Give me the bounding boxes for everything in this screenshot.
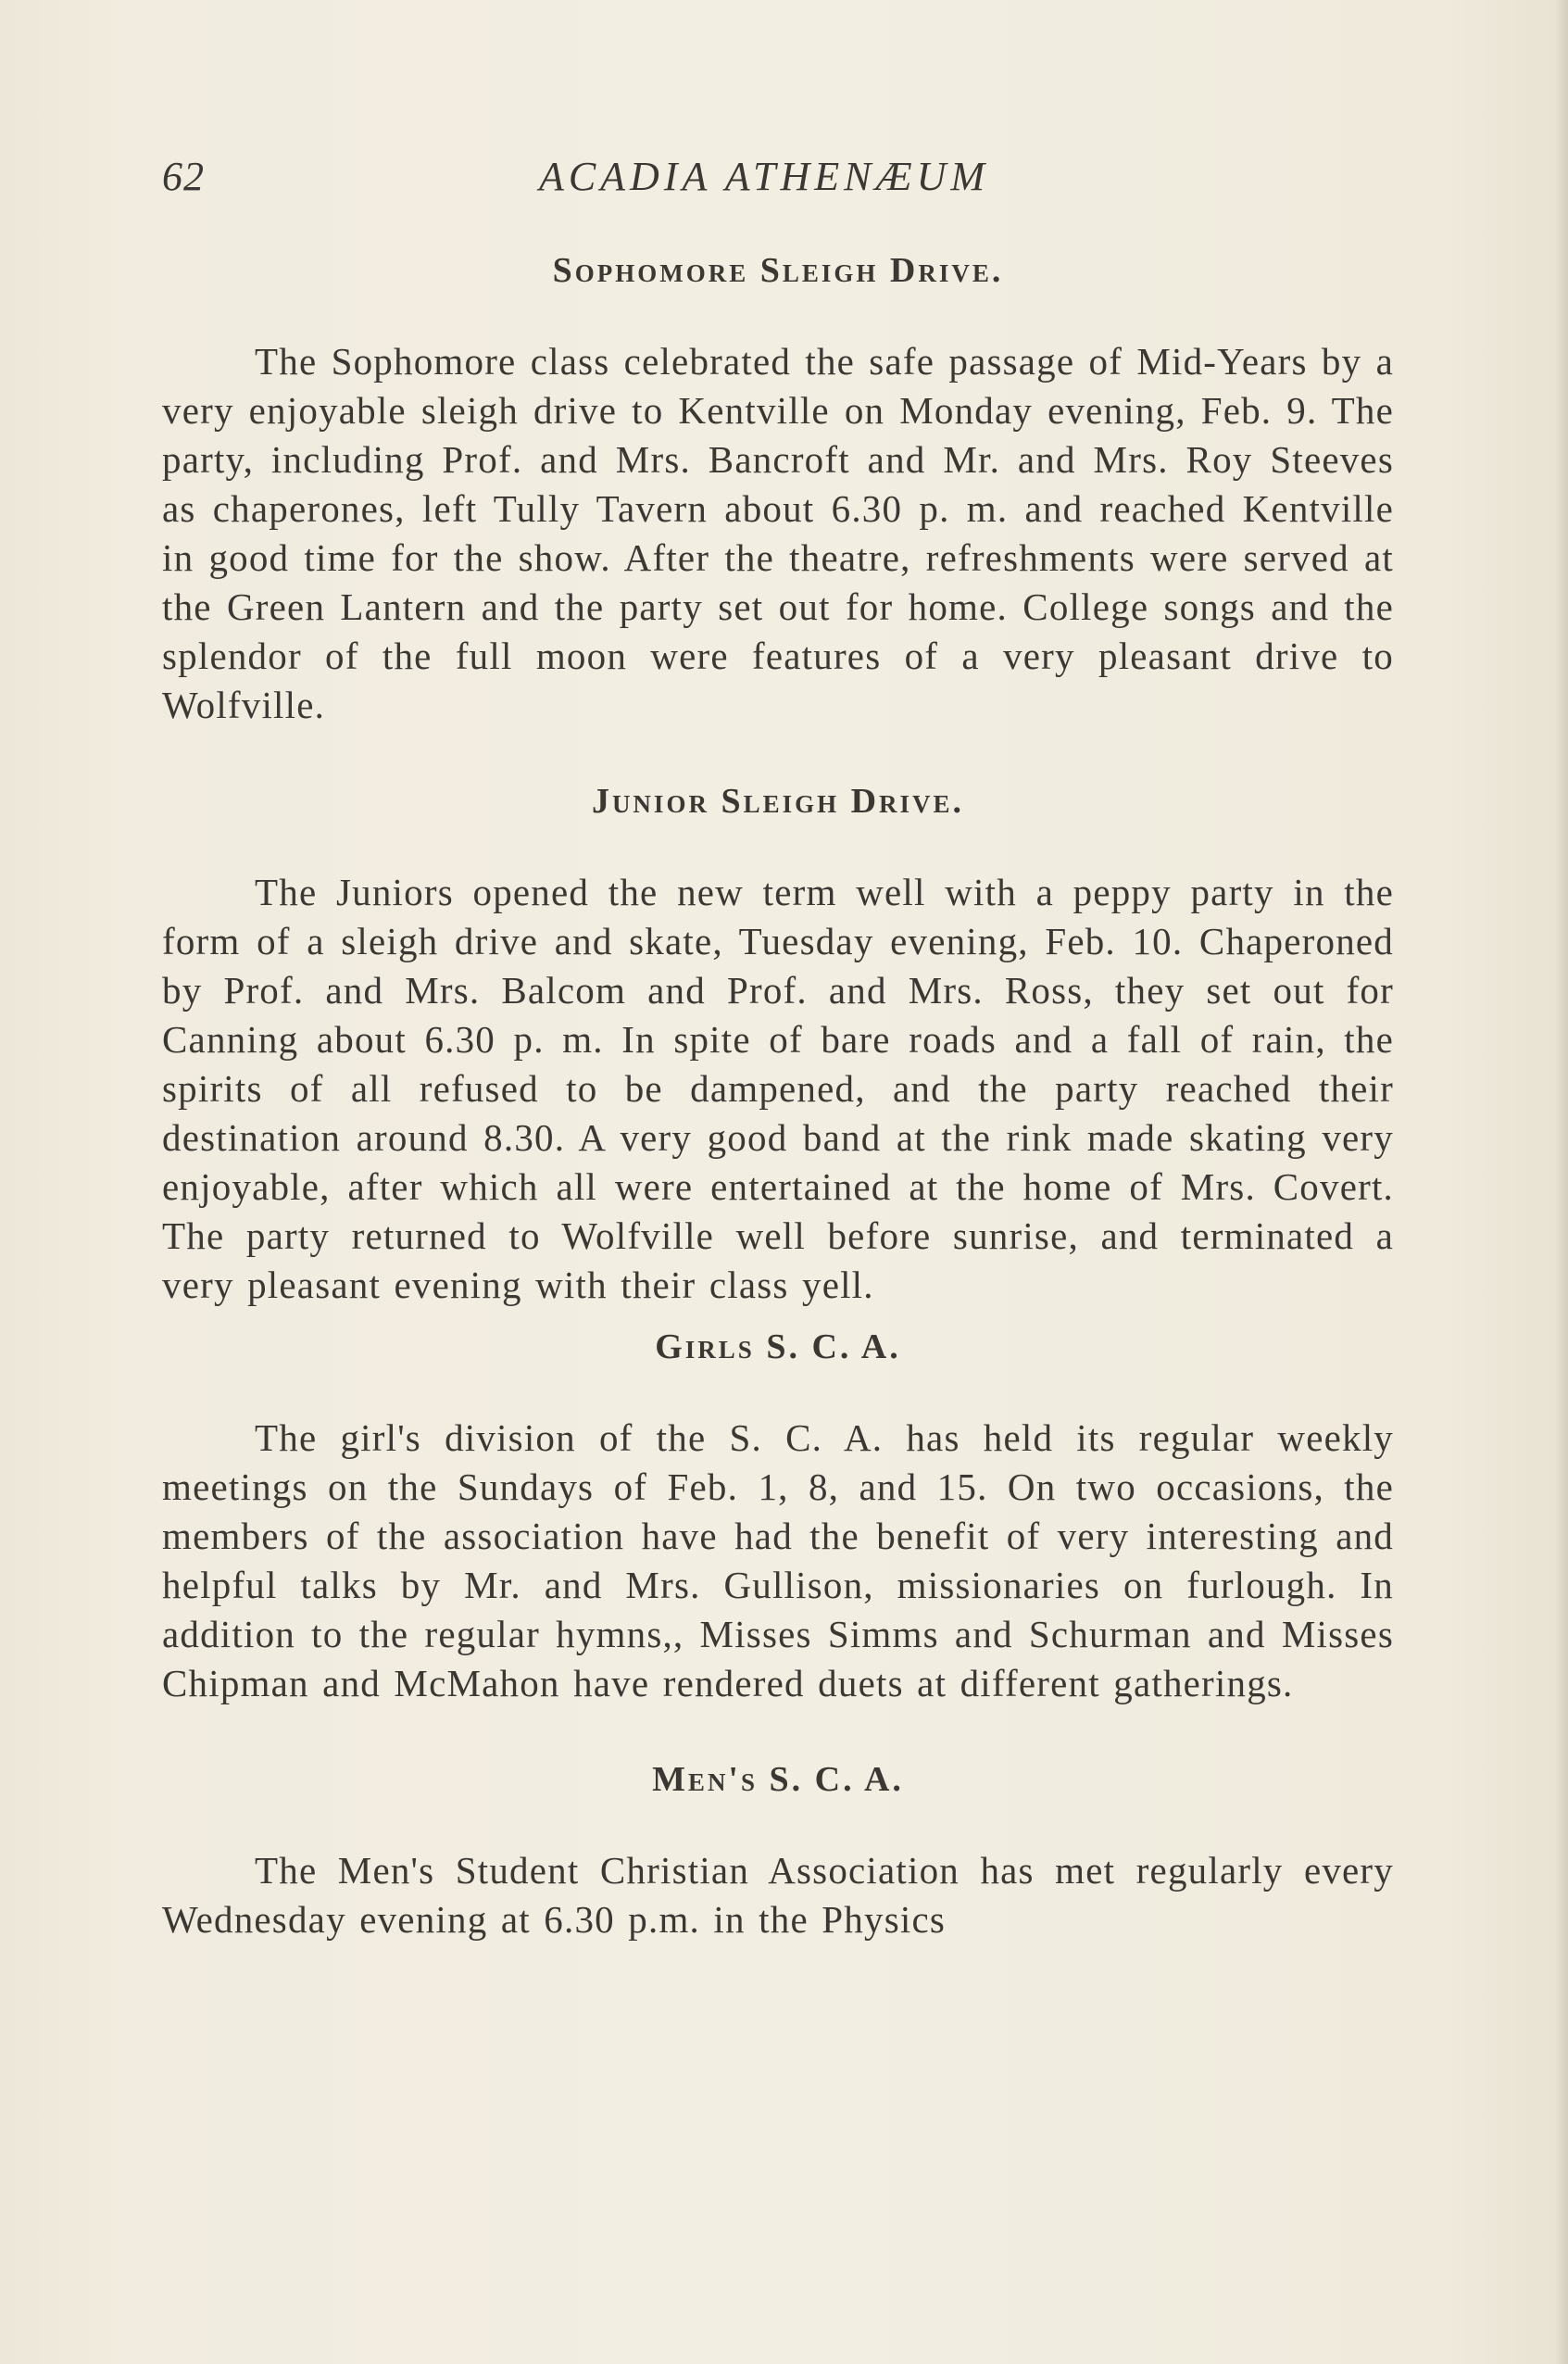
page-header xyxy=(162,153,1394,208)
section-title-junior: Junior Sleigh Drive. xyxy=(591,782,965,821)
page-number: 62 xyxy=(162,154,205,199)
section-title-mens-sca: Men's S. C. A. xyxy=(652,1760,904,1799)
paragraph-mens-sca: The Men's Student Christian Association has met regularly every Wednesday evening at 6.30 p.m. in the Physics xyxy=(162,1849,1394,1941)
article-content xyxy=(162,250,1394,1944)
section-title-sophomore: Sophomore Sleigh Drive. xyxy=(552,251,1004,290)
paragraph-girls-sca: The girl's division of the S. C. A. has held its regular weekly meetings on the Sundays of Feb. 1, 8, and 15. On two occasions, the members of the association have had the benefit of very interesting and helpful talks by Mr. and Mrs. Gullison, missionaries on furlough. In addition to the regular hymns,, Misses Simms and Schurman and Misses Chipman and McMahon have rendered duets at different gatherings. xyxy=(162,1416,1394,1704)
running-title: ACADIA ATHENÆUM xyxy=(538,154,990,199)
paragraph-junior: The Juniors opened the new term well with a peppy party in the form of a sleigh drive and skate, Tuesday evening, Feb. 10. Chaperoned by Prof. and Mrs. Balcom and Prof. and Mrs. Ross, they set out for Canning about 6.30 p. m. In spite of bare roads and a fall of rain, the spirits of all refused to be dampened, and the party reached their destination around 8.30. A very good band at the rink made skating very enjoyable, after which all were entertained at the home of Mrs. Covert. The party returned to Wolfville well before sunrise, and terminated a very pleasant evening with their class yell. xyxy=(162,871,1394,1306)
section-title-girls-sca: Girls S. C. A. xyxy=(655,1327,901,1366)
paragraph-sophomore: The Sophomore class celebrated the safe passage of Mid-Years by a very enjoyable sleigh drive to Kentville on Monday evening, Feb. 9. The party, including Prof. and Mrs. Bancroft and Mr. and Mrs. Roy Steeves as chaperones, left Tully Tavern about 6.30 p. m. and reached Kentville in good time for the show. After the theatre, refreshments were served at the Green Lantern and the party set out for home. College songs and the splendor of the full moon were features of a very pleasant drive to Wolfville. xyxy=(162,340,1394,726)
page-edge-shadow xyxy=(1555,0,1568,2364)
